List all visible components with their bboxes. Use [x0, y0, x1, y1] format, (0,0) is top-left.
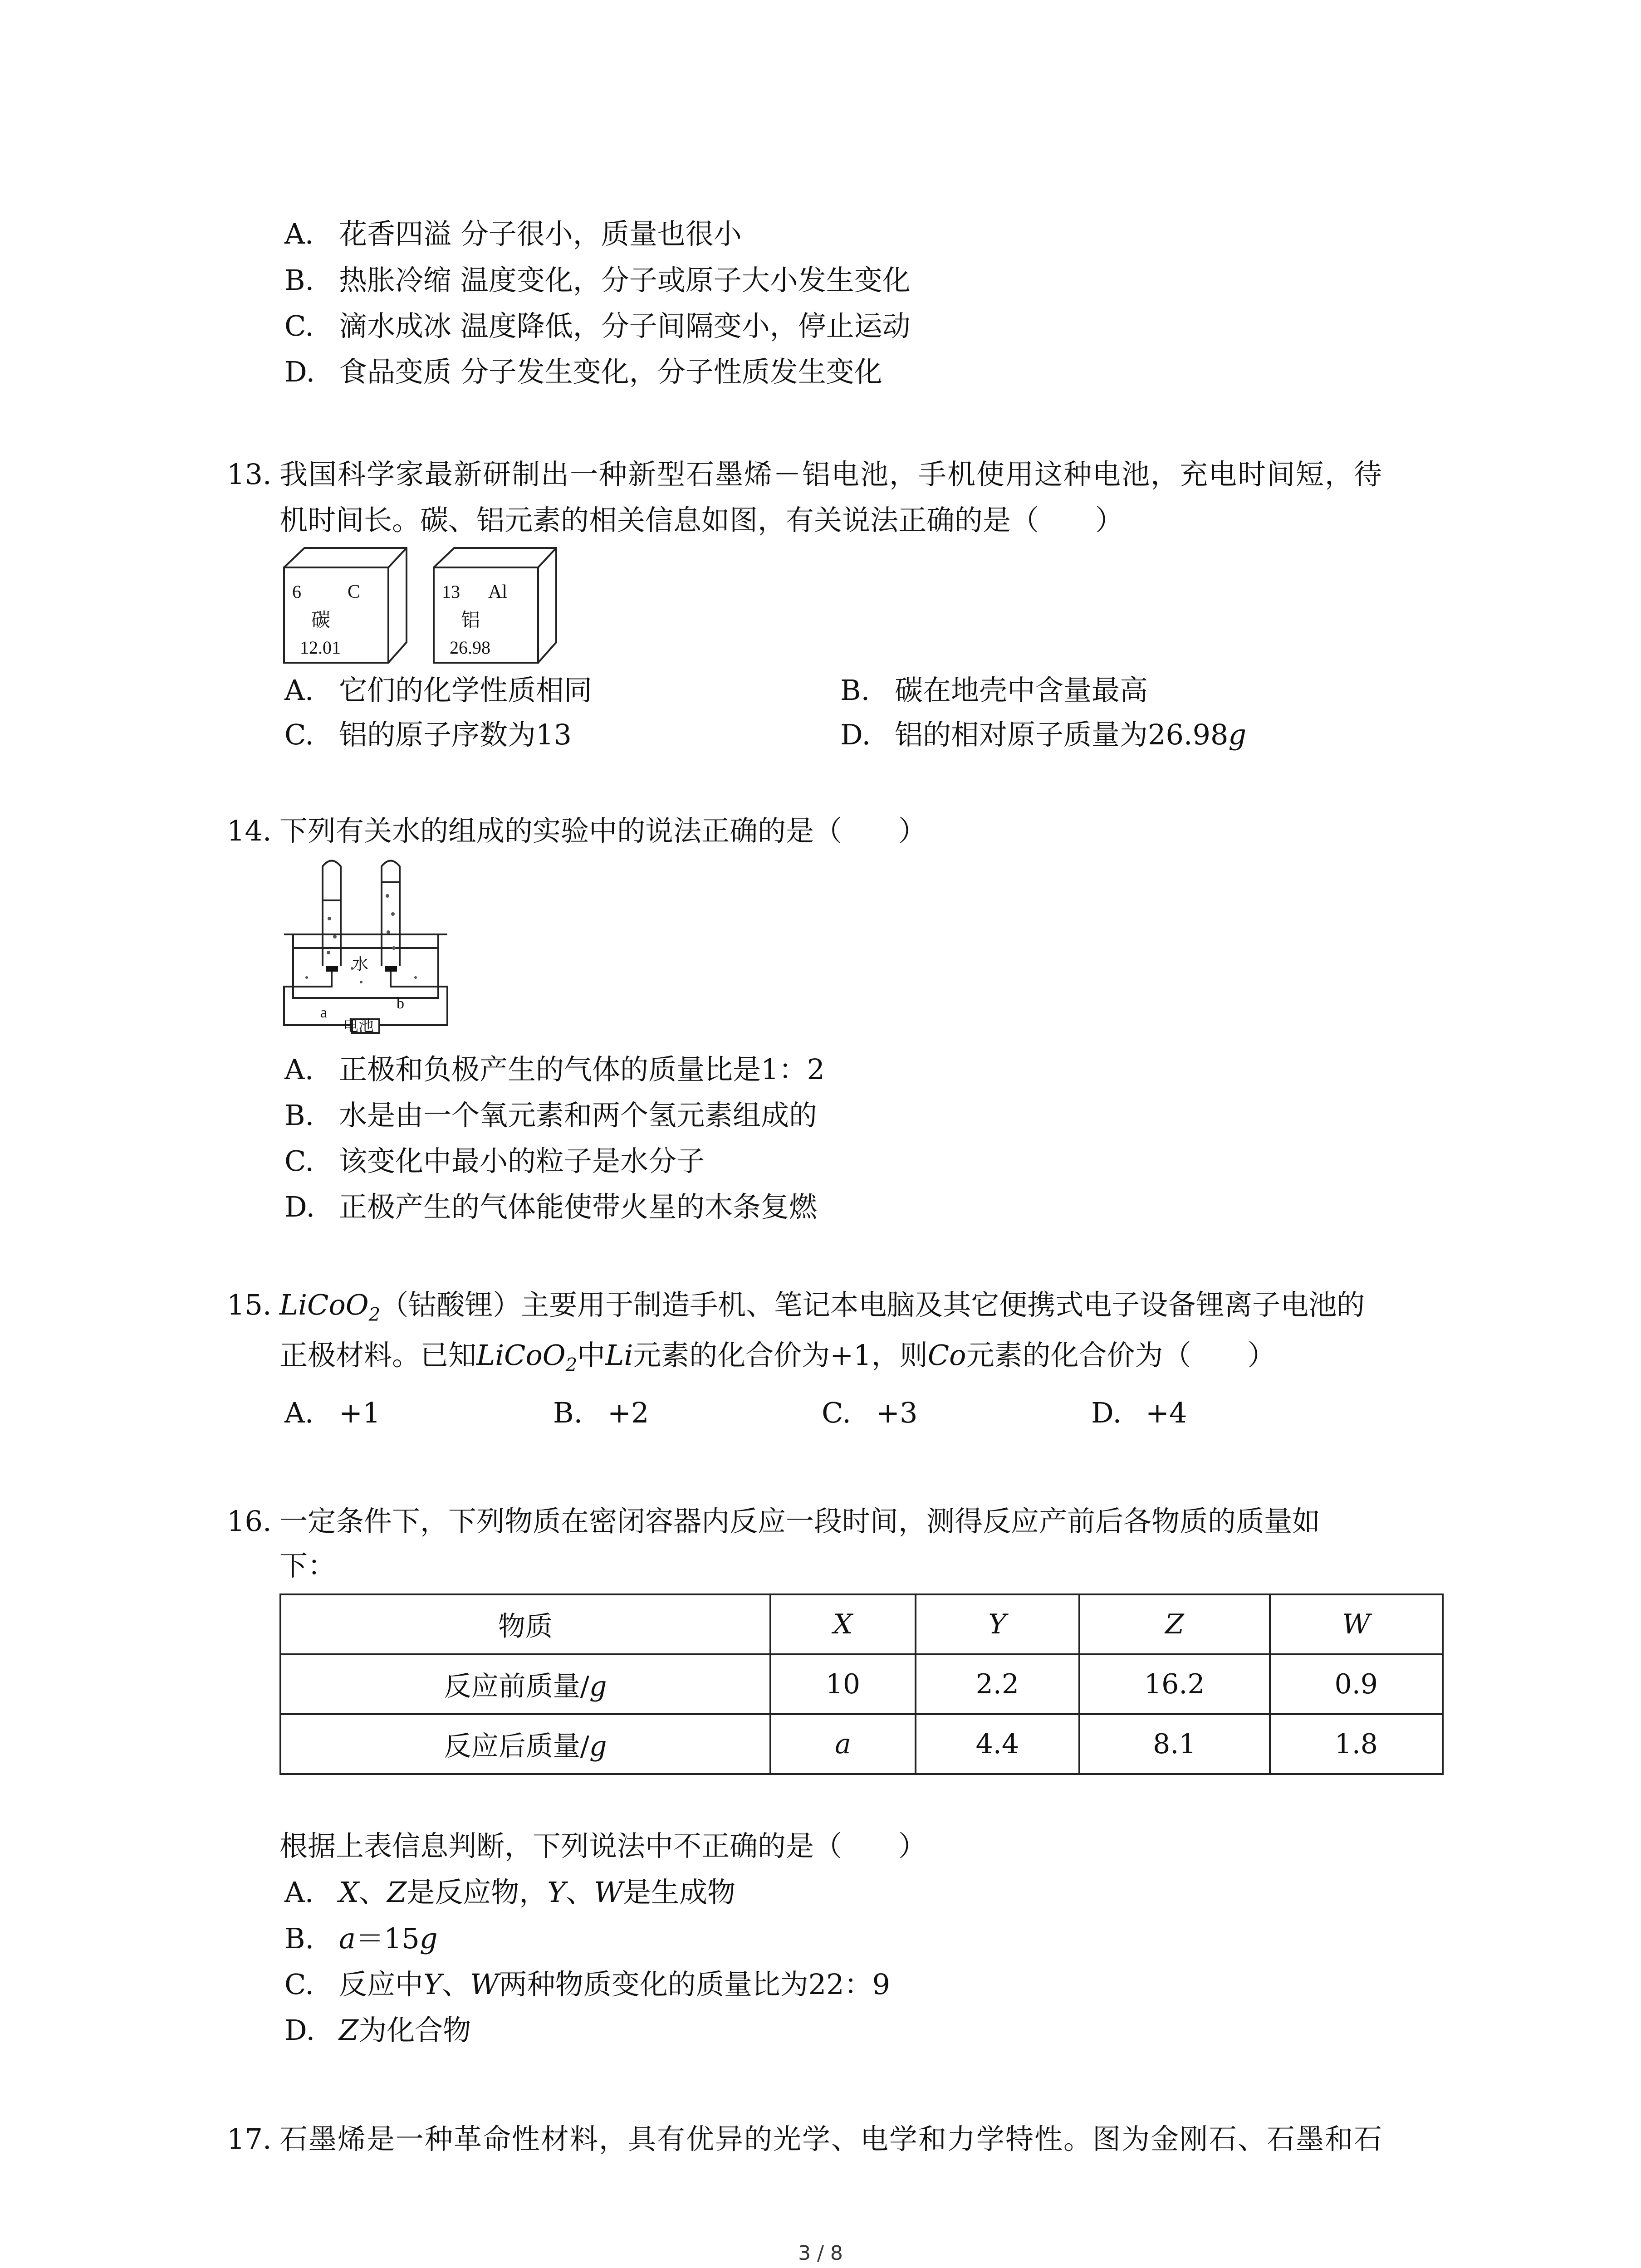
table-cell: 1.8: [1270, 1714, 1443, 1774]
table-cell: 0.9: [1270, 1654, 1443, 1714]
q13-stem-line1: 我国科学家最新研制出一种新型石墨烯－铝电池，手机使用这种电池，充电时间短，待: [279, 458, 1383, 491]
table-row-label: 反应后质量/g: [280, 1714, 770, 1774]
electrode-a-label: a: [320, 1004, 328, 1021]
q15-option-d: D. +4: [1091, 1396, 1187, 1429]
table-cell: 4.4: [916, 1714, 1079, 1774]
table-cell: 16.2: [1079, 1654, 1269, 1714]
table-row: [280, 1714, 1443, 1774]
table-header-cell: Y: [916, 1594, 1079, 1654]
q17-number: 17.: [227, 2122, 272, 2156]
q13-option-c: C. 铝的原子序数为13: [284, 718, 572, 751]
q16-option-d: D. Z为化合物: [284, 2014, 471, 2047]
q17-stem: 石墨烯是一种革命性材料，具有优异的光学、电学和力学特性。图为金刚石、石墨和石: [279, 2122, 1383, 2156]
q12-option-d: D. 食品变质 分子发生变化，分子性质发生变化: [284, 355, 882, 388]
q15-option-b: B. +2: [553, 1396, 649, 1429]
q12-option-b: B. 热胀冷缩 温度变化，分子或原子大小发生变化: [284, 264, 911, 297]
table-cell: 8.1: [1079, 1714, 1269, 1774]
page-number: 3 / 8: [798, 2242, 843, 2265]
table-header-row: [280, 1594, 1443, 1654]
carbon-atomic-number: 6: [292, 582, 301, 602]
q13-option-a: A. 它们的化学性质相同: [284, 674, 593, 707]
q16-option-a: A. X、Z是反应物，Y、W是生成物: [284, 1876, 735, 1909]
table-header-cell: X: [770, 1594, 916, 1654]
q16-question: 根据上表信息判断，下列说法中不正确的是（ ）: [279, 1829, 927, 1862]
table-header-cell: W: [1270, 1594, 1443, 1654]
water-label: 水: [352, 955, 369, 973]
aluminum-name: 铝: [461, 610, 480, 631]
table-row-label: 反应前质量/g: [280, 1654, 770, 1714]
q15-option-a: A. +1: [284, 1396, 381, 1429]
mass-table: [279, 1593, 1444, 1775]
q15-option-c: C. +3: [822, 1396, 918, 1429]
table-cell: a: [770, 1714, 916, 1774]
q16-option-c: C. 反应中Y、W两种物质变化的质量比为22：9: [284, 1968, 891, 2001]
carbon-atomic-mass: 12.01: [300, 637, 341, 658]
q13-option-d: D. 铝的相对原子质量为26.98g: [840, 718, 1247, 751]
q14-number: 14.: [227, 814, 272, 847]
table-header-cell: 物质: [280, 1594, 770, 1654]
element-cards-figure: [279, 543, 561, 670]
aluminum-symbol: Al: [488, 582, 507, 602]
aluminum-atomic-number: 13: [442, 582, 460, 602]
q16-stem-line1: 一定条件下，下列物质在密闭容器内反应一段时间，测得反应产前后各物质的质量如: [279, 1505, 1321, 1538]
q15-stem-line1: LiCoO$_2$（钴酸锂）主要用于制造手机、笔记本电脑及其它便携式电子设备锂离子电池的: [279, 1288, 1365, 1325]
q13-number: 13.: [227, 458, 272, 491]
battery-label: 电池: [343, 1018, 374, 1035]
q12-option-c: C. 滴水成冰 温度降低，分子间隔变小，停止运动: [284, 309, 911, 342]
q16-option-b: B. a＝15g: [284, 1922, 438, 1955]
q14-option-c: C. 该变化中最小的粒子是水分子: [284, 1144, 705, 1178]
q13-stem-line2: 机时间长。碳、铝元素的相关信息如图，有关说法正确的是（ ）: [279, 503, 1124, 537]
aluminum-atomic-mass: 26.98: [450, 637, 490, 658]
table-cell: 2.2: [916, 1654, 1079, 1714]
carbon-name: 碳: [311, 610, 331, 631]
q16-number: 16.: [227, 1505, 272, 1538]
q15-stem-line2: 正极材料。已知LiCoO$_2$中Li元素的化合价为+1，则Co元素的化合价为（ ）: [279, 1339, 1276, 1376]
q15-number: 15.: [227, 1288, 272, 1321]
table-row: [280, 1654, 1443, 1714]
q16-stem-line2: 下：: [279, 1549, 336, 1582]
q14-option-b: B. 水是由一个氧元素和两个氢元素组成的: [284, 1099, 818, 1132]
q13-option-b: B. 碳在地壳中含量最高: [840, 674, 1148, 707]
electrolysis-apparatus-figure: [279, 850, 452, 1041]
table-cell: 10: [770, 1654, 916, 1714]
electrode-b-label: b: [397, 995, 404, 1012]
q14-option-d: D. 正极产生的气体能使带火星的木条复燃: [284, 1190, 818, 1223]
q14-option-a: A. 正极和负极产生的气体的质量比是1：2: [284, 1053, 825, 1086]
carbon-symbol: C: [348, 582, 361, 602]
q12-option-a: A. 花香四溢 分子很小，质量也很小: [284, 217, 742, 250]
table-header-cell: Z: [1079, 1594, 1269, 1654]
q14-stem: 下列有关水的组成的实验中的说法正确的是（ ）: [279, 814, 927, 847]
